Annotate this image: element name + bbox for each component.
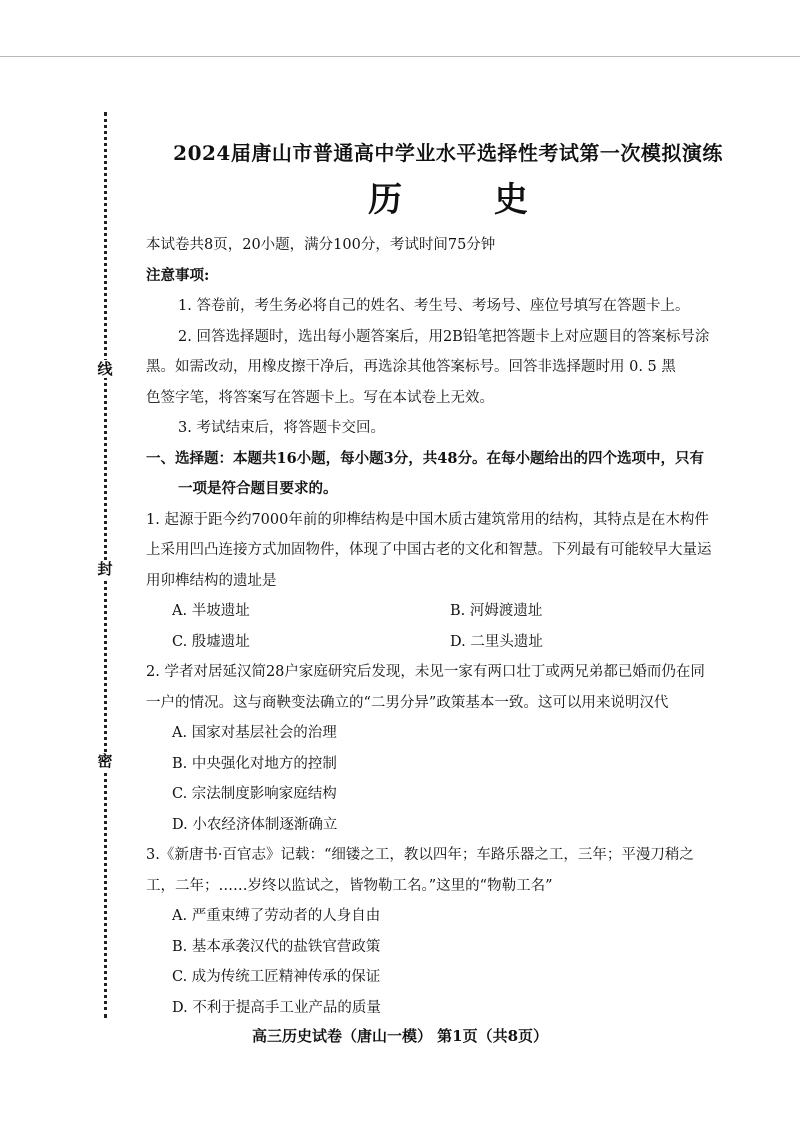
note-item: 1. 答卷前，考生务必将自己的姓名、考生号、考场号、座位号填写在答题卡上。 xyxy=(178,298,690,314)
question-text: 上采用凹凸连接方式加固物件，体现了中国古老的文化和智慧。下列最有可能较早大量运 xyxy=(146,542,712,558)
exam-title: 2024届唐山市普通高中学业水平选择性考试第一次模拟演练 xyxy=(173,141,723,165)
binding-char-xian: 线 xyxy=(97,360,113,378)
option-d: D. 二里头遗址 xyxy=(450,633,543,650)
paper-info: 本试卷共8页，20小题，满分100分，考试时间75分钟 xyxy=(146,237,496,253)
binding-char-feng: 封 xyxy=(97,560,113,578)
question-1 xyxy=(146,505,750,658)
question-2 xyxy=(146,657,750,840)
subject-title: 历 史 xyxy=(368,180,568,220)
question-text: 1. 起源于距今约7000年前的卯榫结构是中国木质古建筑常用的结构，其特点是在木构件 xyxy=(146,511,709,528)
note-item: 色签字笔，将答案写在答题卡上。写在本试卷上无效。 xyxy=(146,389,494,406)
option-a: A. 半坡遗址 xyxy=(172,603,250,619)
options-row xyxy=(146,596,750,627)
top-rule xyxy=(0,56,800,57)
option-b: B. 基本承袭汉代的盐铁官营政策 xyxy=(172,938,381,955)
question-3 xyxy=(146,840,750,1023)
question-text: 一户的情况。这与商鞅变法确立的“二男分异”政策基本一致。这可以用来说明汉代 xyxy=(146,694,669,711)
note-item: 2. 回答选择题时，选出每小题答案后，用2B铅笔把答题卡上对应题目的答案标号涂 xyxy=(178,328,710,345)
question-text: 3.《新唐书·百官志》记载：“细镂之工，教以四年；车路乐器之工，三年；平漫刀稍之 xyxy=(146,847,694,863)
options-row xyxy=(146,627,750,658)
option-c: C. 殷墟遗址 xyxy=(172,633,250,650)
page-footer: 高三历史试卷（唐山一模） 第1页（共8页） xyxy=(251,1027,549,1045)
section-heading: 一、选择题：本题共16小题，每小题3分，共48分。在每小题给出的四个选项中，只有 xyxy=(146,449,704,467)
option-b: B. 河姆渡遗址 xyxy=(450,603,543,619)
option-b: B. 中央强化对地方的控制 xyxy=(172,755,337,772)
binding-char-mi: 密 xyxy=(97,752,113,770)
note-item: 3. 考试结束后，将答题卡交回。 xyxy=(178,420,385,436)
question-text: 2. 学者对居延汉简28户家庭研究后发现，未见一家有两口壮丁或两兄弟都已婚而仍在同 xyxy=(146,664,705,680)
option-d: D. 不利于提高手工业产品的质量 xyxy=(172,999,381,1016)
note-item: 黑。如需改动，用橡皮擦干净后，再选涂其他答案标号。回答非选择题时用 0. 5 黑 xyxy=(146,359,676,375)
option-a: A. 国家对基层社会的治理 xyxy=(172,725,337,741)
exam-paper xyxy=(146,130,750,1023)
question-text: 工，二年；……岁终以监试之，皆物勒工名。”这里的“物勒工名” xyxy=(146,877,553,894)
option-c: C. 成为传统工匠精神传承的保证 xyxy=(172,969,381,985)
question-text: 用卯榫结构的遗址是 xyxy=(146,572,277,589)
option-c: C. 宗法制度影响家庭结构 xyxy=(172,786,337,802)
option-a: A. 严重束缚了劳动者的人身自由 xyxy=(172,908,381,924)
option-d: D. 小农经济体制逐渐确立 xyxy=(172,816,338,833)
section-heading-cont: 一项是符合题目要求的。 xyxy=(178,480,338,497)
notes-heading: 注意事项: xyxy=(146,266,210,284)
